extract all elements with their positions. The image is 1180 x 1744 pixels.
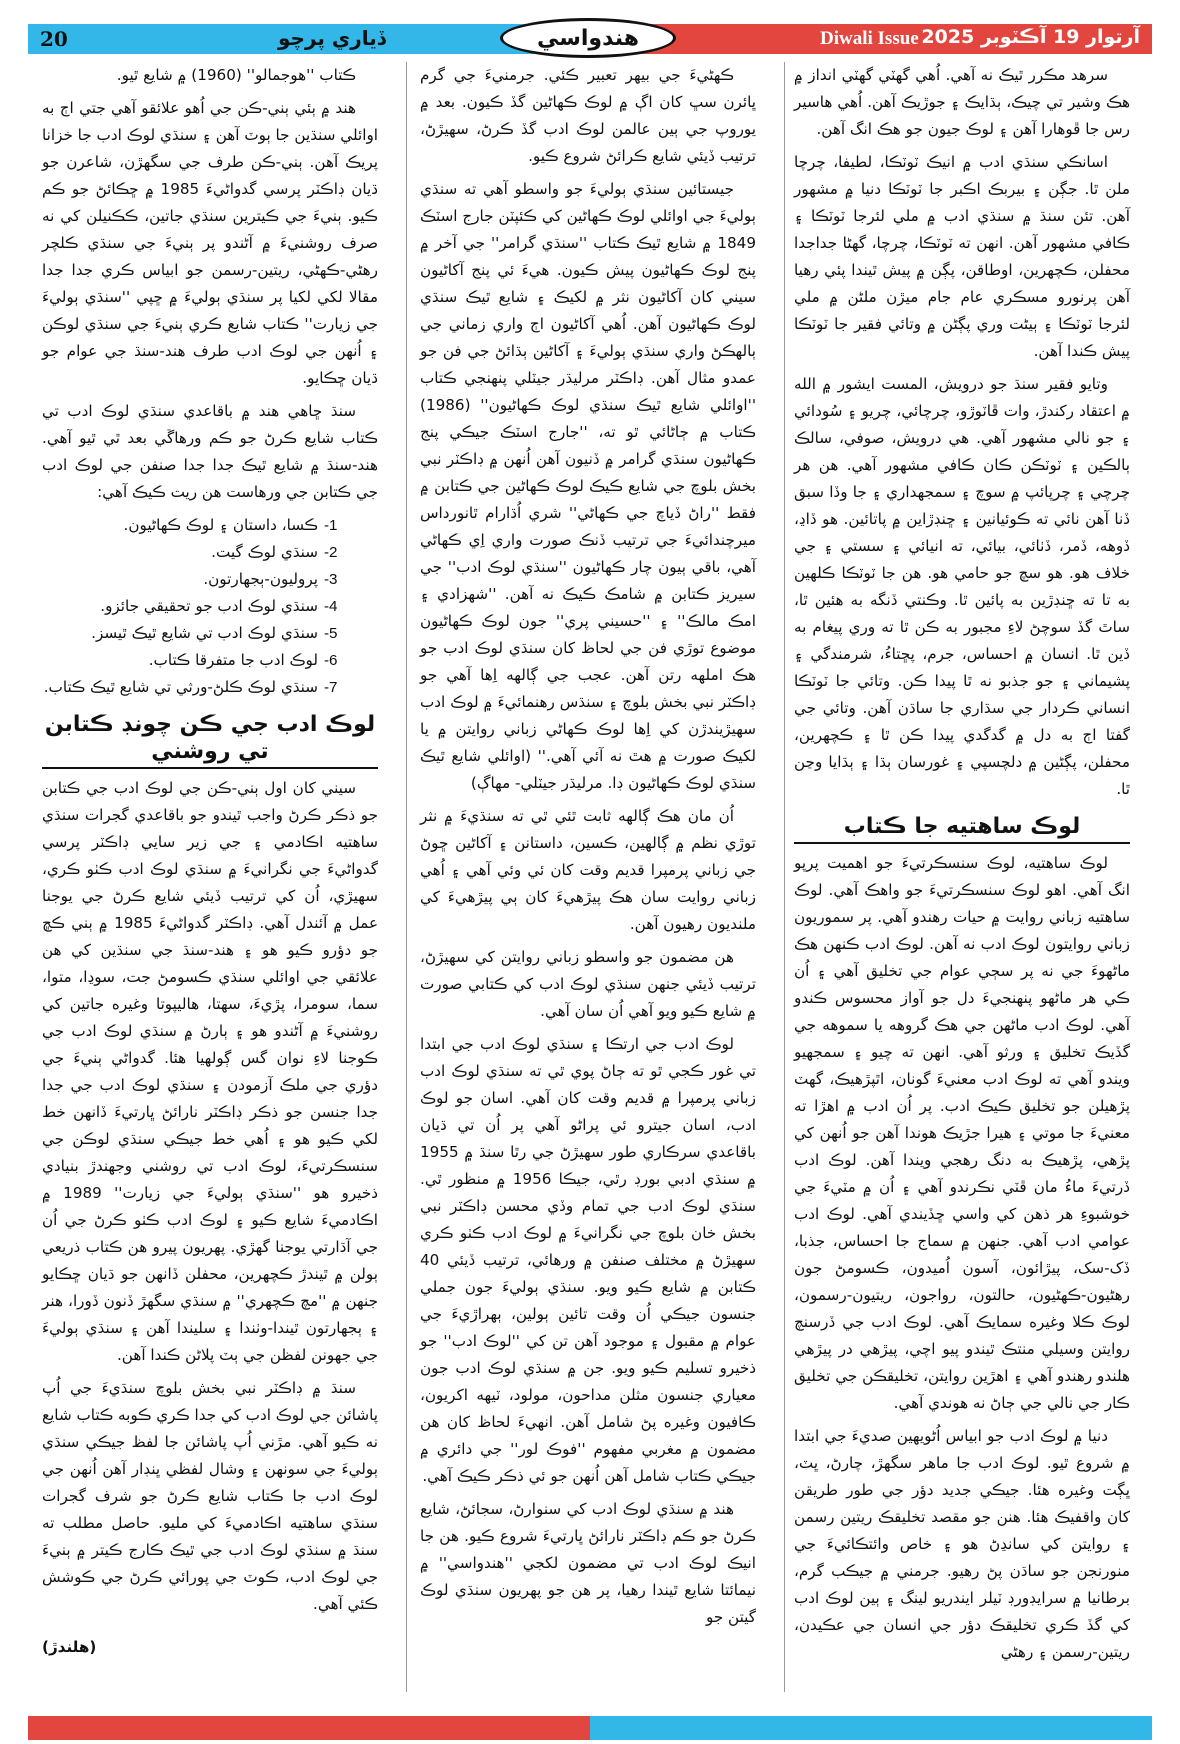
section-heading (42, 711, 378, 769)
column-divider (784, 62, 785, 1692)
list-number: -4 (324, 598, 338, 615)
list-number: -5 (324, 625, 338, 642)
paragraph: جيستائين سنڌي ٻوليءَ جو واسطو آهي ته سنڌي ٻوليءَ جي اوائلي لوڪ ڪهاڻين کي ڪئپٽن جارج اسٽڪ 1849 ۾ شايع ٿيڪ ڪتاب ''سنڌي گرامر'' جي آخر ۾ پنج لوڪ ڪهاڻيون پيش ڪيون. هيءَ ئي پنج آکاڻيون سيني کان آکاڻيون نثر ۾ لکيڪ ۽ شايع ٿيڪ سنڌي لوڪ ڪهاڻيون آهن. اُهي آکاڻيون اڄ واري زماني جي ٻالهڪڻ واري سنڌي ٻوليءَ ۽ آکاڻين ٻڌائڻ جي فن جو عمدو مثال آهن. ڊاڪٽر مرليڌر جيٽلي پنهنجي ڪتاب ''اوائلي شايع ٿيڪ سنڌي لوڪ ڪهاڻيون'' (1986) ڪتاب ۾ ڄاڻائي ٿو ته، ''جارج اسٽڪ جيڪي پنج ڪهاڻيون سنڌي گرامر ۾ ڏنيون آهن اُنهن ۾ ڊاڪٽر نبي بخش بلوچ جي شايع ڪيڪ لوڪ ڪهاڻين جي ڪتابن ۾ فقط ''راڻ ڏياچ جي ڪهاڻي'' شري اُڌارام ٿانورداس ميرچندائيءَ جي ترتيب ڏنڪ صورت واري اِي ڪهاڻي آهي، باقي ٻيون چار ڪهاڻيون ''سنڌي لوڪ ادب'' جي سيريز ڪتابن ۾ شامڪ ڪيڪ نه آهن. ''شهزادي ۽ امڪ مالڪ'' ۽ ''حسيني پري'' جون لوڪ ڪهاڻيون موضوع توڙي فن جي لحاظ کان سنڌي لوڪ ادب جو هڪ املهه رتن آهن. عجب جي ڳالهه اِها آهي جو ڊاڪٽر نبي بخش بلوچ ۽ سنڌس رهنمائيءَ ۾ لوڪ ادب سهيڙيندڙن کي اِها لوڪ ڪهاڻي زباني روايتن ۾ يا لکيڪ صورت ۾ هٿ نه آئي آهي.'' (اوائلي شايع ٿيڪ سنڌي لوڪ ڪهاڻيون ڊا. مرليڌر جيٽلي- مهاڳ) (420, 180, 756, 792)
paragraph: سيني کان اول ٻني-ڪن جي لوڪ ادب جي ڪتابن جو ذڪر ڪرڻ واجب ٿيندو جو باقاعدي گجرات سنڌي ساهتيه اڪادمي ۽ جي زير سايي ڊاڪٽر پرسي گدواڻيءَ جي نگرانيءَ ۾ سنڌي لوڪ ادب ڪٺو ڪري، سهيڙي، اُن کي ترتيب ڏيئي شايع ڪرڻ جي يوجنا عمل ۾ آئندل آهي. ڊاڪٽر گدواڻيءَ 1985 ۾ ٻني ڪڇ جو دؤرو ڪيو هو ۽ هند-سنڌ جي سنڌين کي هن علائقي جي اوائلي سنڌي ڪسومڻ جت، سوڍا، متوا، سما، سومرا، پڙيءَ، سهتا، هاليپوتا وغيره جاتين کي روشنيءَ ۾ آڻندو هو ۽ ٻارڻ ۾ سنڌي لوڪ ادب جي ڪوجنا لاءِ نوان گس ڳولهيا هئا. گدواڻي ٻنيءَ جي دؤري جي ملڪ آزمودن ۽ سنڌي لوڪ ادب جي جدا جدا جنسن جو ذڪر ڊاڪٽر نارائڻ ڀارتيءَ ڏانهن خط لکي ڪيو هو ۽ اُهي خط جيڪي سنڌي لوڪن جي سنسڪرتيءَ، لوڪ ادب تي روشني وجهندڙ بنيادي ذخيرو هو ''سنڌي ٻوليءَ جي زيارت'' 1989 ۾ اڪادميءَ شايع ڪيو ۽ لوڪ ادب ڪٺو ڪرڻ جي اُن جي آڌارتي يوجنا گهڙي. پهريون پيرو هن ڪتاب ذريعي ٻولن ۾ ٿيندڙ ڪچهرين، محفلن ڏانهن جو ڌيان ڇڪايو جنهن ۾ ''مچ ڪچهري'' ۾ سنڌي سگهڙ ڏنون ڏورا، هنر ۽ ٻجهارتون ٿيندا-وٺندا ۽ سليندا آهن ۽ سنڌي ٻوليءَ جي جهونن لفظن جي ٻٽ پلاڻن ڪندا آهن. (42, 779, 379, 1364)
list-text: سنڌي لوڪ ادب جو تحقيقي جائزو. (100, 597, 318, 615)
section-heading (794, 813, 1130, 844)
masthead-text: هندواسي (536, 25, 640, 51)
section-heading-text: لوڪ ساهتيه جا ڪتاب (843, 814, 1081, 839)
paragraph: اسانڪي سنڌي ادب ۾ انيڪ ٽوٽڪا، لطيفا، چرچا ملن ٿا. جڳن ۽ بيربڪ اڪبر جا ٽوٽڪا دنيا ۾ مشهور آهن. تئن سنڌ ۾ سنڌي ادب ۾ ملي لئرجا ٽوٽڪا ۽ ڪافي مشهور آهن. انهن ته ٽوٽڪا، چرچا، گهڻا جداجدا محفلن، ڪچهرين، اوطاقن، پڳن ۾ پيش ٿيندا پئي رهيا آهن پرنورو مسڪري عام جام ميڙن ملڻن ۾ ملي لئرجا ٽوٽڪا ۽ ٻيڻت وري پڳڻن ۾ وتائي فقير جا ٽوٽڪا پيش ڪندا آهن. (794, 153, 1130, 360)
list-item (42, 539, 378, 566)
continued-marker: (هلندڙ) (42, 1638, 97, 1656)
list-item (42, 512, 378, 539)
list-item (42, 674, 378, 701)
list-item (42, 647, 378, 674)
issue-label-english: Diwali Issue (820, 28, 919, 49)
issue-date: آرتوار 19 آڪٽوبر 2025 (921, 26, 1140, 48)
list-number: -3 (324, 571, 338, 588)
column-divider (406, 62, 407, 1692)
list-item (42, 593, 378, 620)
paragraph: ڪهڻيءَ جي بيهر تعبير ڪئي. جرمنيءَ جي گرم ڀائرن سڀ کان اڳ ۾ لوڪ ڪهاڻين گڏ ڪيون. بعد ۾ يوروپ جي ٻين عالمن لوڪ ادب گڏ ڪرڻ، سهيڙڻ، ترتيب ڏيئي شايع ڪرائڻ شروع ڪيو. (420, 66, 756, 165)
article-column-middle (420, 62, 756, 1637)
paragraph: هند ۾ ٻئي ٻني-ڪن جي اُهو علائقو آهي جتي اڄ به اوائلي سنڌين جا ٻوٽ آهن ۽ سنڌي لوڪ ادب جا خزانا پريڪ آهن. ٻني-ڪن طرف جي سگهڙن، شاعرن جو ڌيان ڊاڪٽر پرسي گدواڻيءَ 1985 ۾ ڇڪائڻ جو ڪم ڪيو. ٻنيءَ جي ڪيترين سنڌي جاتين، ڪڪنيلن کي نه صرف روشنيءَ ۾ آڻندو پر ٻنيءَ جي سنڌي ڪلچر رهڻي-ڪهڻي، ريتين-رسمن جو ابياس ڪري جدا جدا مقالا لکي لکيا پر سنڌي ٻوليءَ ۾ ڇپي ''سنڌي ٻوليءَ جي زيارت'' ڪتاب شايع ڪري ٻنيءَ جي سنڌي لوڪن ۽ اُنهن جي لوڪ ادب طرف هند-سنڌ جي عوام جو ڌيان ڇڪايو. (42, 99, 378, 387)
paragraph: هن مضمون جو واسطو زباني روايتن کي سهيڙڻ، ترتيب ڏيئي جنهن سنڌي لوڪ ادب کي ڪتابي صورت ۾ شايع ڪيو ويو آهي اُن سان آهي. (420, 948, 756, 1020)
paragraph: وتايو فقير سنڌ جو درويش، المست ايشور ۾ الله ۾ اعتقاد رکندڙ، وات ڦاٽوڙو، چرچائي، چريو ۽ سُودائي ۽ جو نالي مشهور آهي. هي درويش، صوفي، سالڪ ٻالڪين ۽ ٽوٽڪن ڪان ڪافي مشهور آهي. هن هر چرچي ۽ چرپائپ ۾ سوچ ۽ سمجھداري ۽ جا وڏا سبق ڏنا آهن نائي ته ڪوئيانين ۽ ڇنڊڙاين ۾ پاتائين. هو ڏاڍ، ڏوهه، ڏمر، ڏٺائي، بيائي، ته انيائي ۽ سستي ۽ جي خلاف هو. هو سچ جو حامي هو. هن جا ٽوٽڪا ڪلهين به تا ته ڇنڊڙين به پائين ٿا. وڪنتي ڏنگه به هئين ٿا، ساٿ گڏ سوچڻ لاءِ مجبور به ڪن ٿا ته وري پيغام به ڏين ٿا. انسان ۾ احساس، جرم، پڇتاءُ، شرمندگي ۽ پشيماني ۽ جو جذبو نه ٿا پيدا ڪن. وتائي جا ٽوٽڪا انساني ڪردار جي سڌاري جا ساڌن آهن. وتائي جي گفتا اڄ به دل ۾ گدگدي پيدا ڪن ٿا ۽ ڪچهرين، محفلن، پڳڻين ۾ دلچسپي ۽ غورسان ٻڌا ۽ ٻڌايا وڃن ٿا. (794, 375, 1130, 798)
footer-right-band (590, 1716, 1152, 1740)
heading-underline (794, 842, 1130, 844)
list-number: -2 (324, 544, 338, 561)
paragraph: هند ۾ سنڌي لوڪ ادب کي سنوارڻ، سجائڻ، شايع ڪرڻ جو ڪم ڊاڪٽر نارائڻ ڀارتيءَ شروع ڪيو. هن جا انيڪ لوڪ ادب تي مضمون لکجي ''هندواسي'' ۾ نيمائتا شايع ٿيندا رهيا، پر هن جو پهريون سنڌي لوڪ گيتن جو (420, 1500, 756, 1626)
paragraph: اُن مان هڪ ڳالهه ثابت ٿئي ٿي ته سنڌيءَ ۾ نثر توڙي نظم ۾ ڳالهين، ڪسين، داستانن ۽ آکاڻين ڇوڻ جي زباني پرمپرا قديم وقت کان ئي وئي آهي ۽ اُهي زباني روايت سان هڪ پيڙهيءَ کان ٻي پيڙهيءَ کي ملنديون رهيون آهن. (420, 807, 756, 933)
list-text: سنڌي لوڪ ڪلڻ-ورثي تي شايع ٿيڪ ڪتاب. (43, 678, 318, 696)
list-text: ڪسا، داستان ۽ لوڪ ڪهاڻيون. (123, 516, 318, 534)
list-text: سنڌي لوڪ ادب تي شايع ٿيڪ ٿيسز. (91, 624, 318, 642)
paragraph: سنڌ ۾ ڊاڪٽر نبي بخش بلوچ سنڌيءَ جي اُپ پاشائن جي لوڪ ادب کي جدا ڪري ڪوبه ڪتاب شايع نه ڪيو آهي. مڙني اُپ پاشائن جا لفظ جيڪي سنڌي ٻوليءَ جي سونهن ۽ وشال لفظي ڀنڊار آهن اُنهن جي لوڪ ادب جا ڪتاب شايع ڪرڻ جو شرف گجرات سنڌي ساهتيه اڪادميءَ کي مليو. حاصل مطلب ته سنڌ ۾ سنڌي لوڪ ادب جي ٿيڪ ڪارج ڪيتر ۾ ٻنيءَ جي لوڪ ادب، ڪوٽ جي پورائي ڪرڻ جي ڪوشش ڪئي آهي. (42, 1379, 378, 1613)
book-category-list (42, 512, 378, 701)
article-column-right (794, 62, 1130, 1672)
page-footer (28, 1716, 1152, 1740)
paragraph: سرهد مڪرر ٿيڪ نه آهي. اُهي گهٽي گهٽي انداز ۾ هڪ وشير تي چيڪ، ٻڌايڪ ۽ جوڙيڪ آهن. اُهي هاسير رس جا ڦوهارا آهن ۽ لوڪ جيون جو هڪ انگ آهن. (794, 66, 1130, 138)
list-text: پروليون-ٻجهارتون. (203, 570, 318, 588)
page-number: 20 (40, 27, 68, 51)
heading-underline (42, 767, 378, 769)
article-column-left (42, 62, 378, 1667)
paragraph: لوڪ ساهتيه، لوڪ سنسڪرتيءَ جو اهميت پرپو انگ آهي. اهو لوڪ سنسڪرتيءَ جو واهڪ آهي. لوڪ ساهتيه زباني روايت ۾ حيات رهندو آهي. پر سموريون زباني روايتون لوڪ ادب نه آهن. لوڪ ادب ڪنهن هڪ ماڻهوءَ جي نه پر سڄي عوام جي تخليق آهي ۽ اُن ڪي هر ماڻهو پنهنجيءَ دل جو آواز محسوس ڪندو آهي. لوڪ ادب ماڻهن جي هڪ گروهه يا سموهه جي گڏيڪ تخليق ۽ ورثو آهي. انهن ته چيو ۽ سمجھيو ويندو آهي ته لوڪ ادب معنيءَ گونان، اٿپڙهيڪ، گهٽ پڙهيلن جو تخليق ڪيڪ ادب. پر اُن ادب ۾ اهڙا ته معنيءَ جا موتي ۽ هيرا جڙيڪ هوندا آهن جو اُنهن کي پڙهي، پڙهيڪ به دنگ رهجي ويندا آهن. لوڪ ادب ڏرتيءَ ماءُ مان ڦٽي نڪرندو آهي ۽ اُن ۾ مٽيءَ جي خوشبوءِ هر ذهن کي واسي ڇڏيندي آهي. لوڪ ادب عوامي ادب آهي. جنهن ۾ سماج جا احساس، جذبا، ڏک-سک، پيڙائون، آسون اُميدون، ڪسومڻ جون رهڻيون-ڪهڻيون، حالتون، رواجون، ريتيون-رسمون، لوڪ ڪلا وغيره سمايڪ آهي. لوڪ ادب جي ڏرسنچ روايتن وسيلي منتڪ ٿيندو پيو اچي، پيڙهي در پيڙهي هلندو رهندو آهي ۽ اهڙين روايتن، تخليقڪن جي تخليق ڪار جي نالي جي ڄاڻ نه هوندي آهي. (794, 854, 1130, 1412)
list-number: -1 (324, 517, 338, 534)
issue-title: ڏياري پرچو (278, 26, 386, 50)
paragraph: ڪتاب ''هوجمالو'' (1960) ۾ شايع ٿيو. (116, 66, 356, 84)
footer-left-band (28, 1716, 590, 1740)
section-heading-text: لوڪ ادب جي ڪن چونڊ ڪتابن تي روشني (44, 712, 376, 764)
paragraph: دنيا ۾ لوڪ ادب جو ابياس اُڻويهين صديءَ جي ابتدا ۾ شروع ٿيو. لوڪ ادب جا ماهر سگهڙ، چارڻ، ڀٽ، ڀڳت وغيره هئا. جيڪي جديد دؤر جي طور طريقن کان واقفيڪ هئا. هنن جو مقصد تخليقڪ ريتين رسمن ۽ روايتن کي سانڍڻ هو ۽ خاص وائتڪائيءَ جي منورنجن جو ساڌن پڻ رهيو. جرمني ۾ جيڪب گرم، برطانيا ۾ سرايڊورڊ ٽيلر ايندريو لينگ ۽ ٻين لوڪ ادب کي گڏ ڪري تخليقڪ دؤر جي انسان جي عڪيدن، ريتين-رسمن ۽ رهڻي (794, 1427, 1130, 1661)
list-number: -7 (324, 679, 338, 696)
list-item (42, 620, 378, 647)
list-item (42, 566, 378, 593)
list-number: -6 (324, 652, 338, 669)
list-text: سنڌي لوڪ گيت. (211, 543, 318, 561)
list-text: لوڪ ادب جا متفرقا ڪتاب. (148, 651, 318, 669)
masthead-logo (500, 18, 676, 58)
paragraph: سنڌ ڇاهي هند ۾ باقاعدي سنڌي لوڪ ادب تي ڪتاب شايع ڪرڻ جو ڪم ورهاڱي بعد ٿي ٿيو آهي. هند-سنڌ ۾ شايع ٿيڪ جدا جدا صنفن جي لوڪ ادب جي ڪتابن جي ورهاست هن ريت ڪيڪ آهي: (42, 402, 378, 501)
paragraph: لوڪ ادب جي ارتڪا ۽ سنڌي لوڪ ادب جي ابتدا تي غور ڪجي ٿو ته ڄاڻ پوي ٿي ته سنڌي لوڪ ادب زباني پرمپرا ۾ قديم وقت کان آهي. اسان جو لوڪ ادب، اسان جيترو ئي پراڻو آهي پر اُن تي ڌيان باقاعدي سرڪاري طور سهيڙڻ جي رٿا سنڌ ۾ 1955 ۾ سنڌي ادبي بورڊ رٿي، جيڪا 1956 ۾ منظور ٿي. سنڌي لوڪ ادب جي تمام وڏي محسن ڊاڪٽر نبي بخش خان بلوچ جي نگرانيءَ ۾ لوڪ ادب ڪٺو ڪري سهيڙڻ ۾ مختلف صنفن ۾ ورهائي، ترتيب ڏيئي 40 ڪتابن ۾ شايع ڪيو ويو. سنڌي ٻوليءَ جون جملي جنسون جيڪي اُن وقت تائين ٻولين، ٻهراڙيءَ جي عوام ۾ مقبول ۽ موجود آهن تن کي ''لوڪ ادب'' جو ذخيرو تسليم ڪيو ويو. جن ۾ سنڌي لوڪ ادب جون معياري جنسون مثلن مداحون، مولود، ٽيهه اکريون، ڪافيون وغيره پڻ شامل آهن. انهيءَ لحاظ کان هن مضمون ۾ مغربي مفهوم ''فوڪ لور'' جي دائري ۾ جيڪي ڪتاب شامل آهن اُنهن جو ئي ذڪر ڪيڪ آهي. (420, 1035, 757, 1485)
